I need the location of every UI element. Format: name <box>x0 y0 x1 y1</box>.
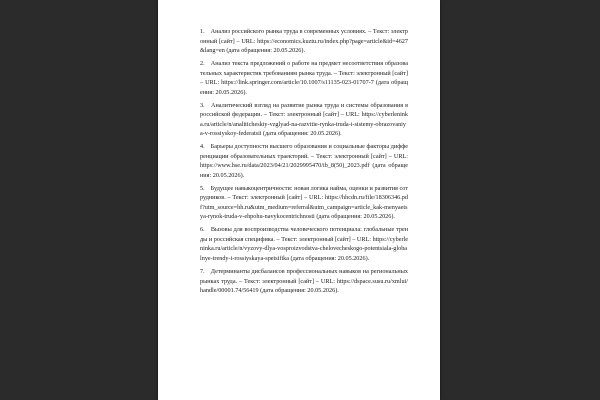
reference-text: Детерминанты дисбалансов профессиональных навыков на региональных рынках труда. – Текст: электронный [сайт] – URL: https://dspace.susu.ru/xmlui/handle/00001.74/56419 (дата обращения: 20.05.2026). <box>200 268 408 295</box>
reference-item <box>200 142 408 180</box>
reference-list <box>200 27 408 299</box>
reference-text: Анализ российского рынка труда в современных условиях. – Текст: электронный [сайт] – URL: https://economics.kuztu.ru/index.php?page=article&id=4627&lang=en (дата обращения: 20.05.2026). <box>200 28 409 54</box>
reference-text: Барьеры доступности высшего образования и социальные факторы дифференциации образовательных траекторий. – Текст: электронный [сайт] – URL: https://www.hse.ru/data/2023/04/21/2029995470/ib_8(50)_2023.pdf (дата обращения: 20.05.2026). <box>200 143 408 179</box>
reference-item <box>200 225 408 263</box>
reference-number: 5. <box>200 184 205 192</box>
reference-number: 3. <box>200 101 205 109</box>
reference-number: 6. <box>200 226 205 234</box>
reference-text: Анализ текста предложений о работе на предмет несоответствия образовательных характеристик требованиям рынка труда. – Текст: электронный [сайт] – URL: https://link.springer.com/article/10.1007/s11135-023-01707-7 (дата обращения: 20.05.2026). <box>200 60 409 96</box>
reference-text: Аналитический взгляд на развитие рынка труда и системы образования в российской федерации. – Текст: электронный [сайт] – URL: https://cyberleninka.ru/article/n/analiticheskiy-vzglyad-na-razvitie-rynka-truda-i-sistemy-obrazovaniya-v-rossiyskoy-federatsii (дата обращения: 20.05.2026). <box>200 101 408 138</box>
reference-text: Вызовы для воспроизводства человеческого потенциала: глобальные тренды и российская специфика. – Текст: электронный [сайт] – URL: https://cyberleninka.ru/article/n/vyzovy-dlya-vosproizvodstva-chelovecheskogo-potentsiala-globalnye-trendy-i-rossiyskaya-spetsifika (дата обращения: 20.05.2026). <box>200 226 409 262</box>
reference-item <box>200 27 408 56</box>
reference-text: Будущее навыкоцентричности: новая логика найма, оценки и развития сотрудников. – Текст: электронный [сайт] – URL: https://hhcdn.ru/file/18306346.pdf?utm_source=hh.ru&utm_medium=referral&utm_campaign=article_kak-menyaetsya-rynok-truda-v-ehpohu-navykocentrichnosti (дата обращения: 20.05.2026). <box>200 184 408 221</box>
reference-item <box>200 101 408 139</box>
reference-number: 4. <box>200 143 205 151</box>
reference-item <box>200 59 408 97</box>
reference-number: 1. <box>200 28 205 35</box>
reference-number: 2. <box>200 60 205 68</box>
reference-item <box>200 267 408 296</box>
reference-item <box>200 184 408 222</box>
reference-number: 7. <box>200 268 205 276</box>
document-page <box>158 0 440 400</box>
